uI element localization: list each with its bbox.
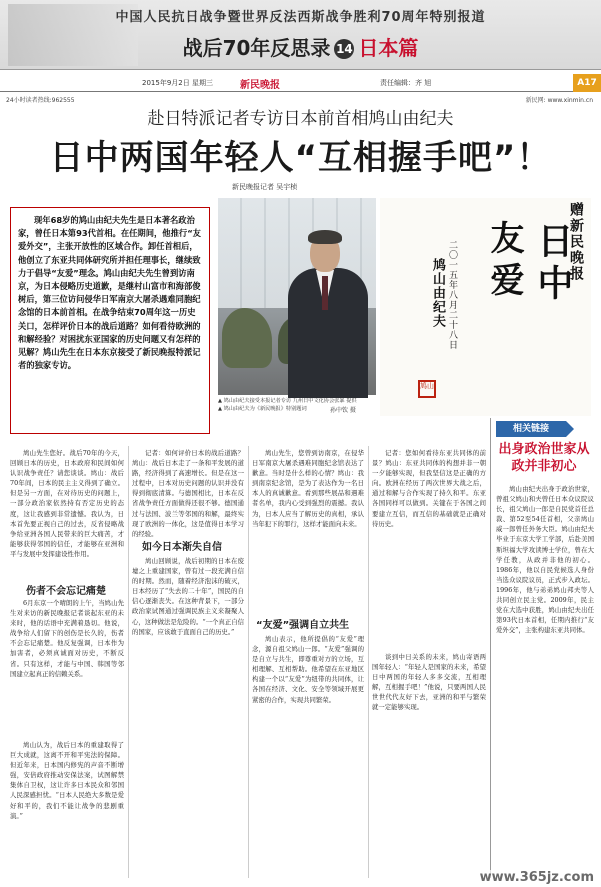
intro-box: 现年68岁的鸠山由纪夫先生是日本著名政治家，曾任日本第93代首相。在任期间，他推行“友爱外交”，主张开放性的区域合作。卸任首相后，他创立了东亚共同体研究所并担任理事长，继续致力于倡导“友爱”理念。鸠山由纪夫先生曾到访南京，为日本侵略历史道歉，是继村山富市和海部俊树后，第三位访问侵华日军南京大屠杀遇难同胞纪念馆的日本前首相。在战争结束70周年这一历史关口，怎样评价日本的战后道路？如何看待欧洲的和解经验？对困扰东亚国家的历史问题又有怎样的见解？鸠山先生在日本东京接受了新民晚报特派记者的独家专访。 — [10, 207, 210, 434]
calligraphy-signature: 鸠山由纪夫 — [430, 258, 445, 328]
banner-mid: 年反思录 — [250, 36, 331, 60]
photo-credit: 孙中钦 摄 — [330, 407, 356, 414]
watermark: www.365jz.com — [477, 870, 597, 885]
body-column-1c: 鸠山认为，战后日本的重建取得了巨大成就，这离不开和平宪法的保障。但近年来，日本国内修宪的声音不断增强，安倍政府推动安保法案，试图解禁集体自卫权，这让许多日本民众和邻国人民深感担忧。“日本人民绝大多数是爱好和平的，我们不能让战争的悲剧重演。” — [10, 741, 124, 820]
sidebar-body: 鸠山由纪夫出身于政治世家，曾祖父鸠山和夫曾任日本众议院议长，祖父鸠山一郎是自民党首任总裁、第52至54任首相，父亲鸠山威一郎曾任外务大臣。鸠山由纪夫毕业于东京大学工学部，后赴美国斯坦福大学攻读博士学位，曾在大学任教，从政并非他的初心。1986年，他以自民党候选人身份当选众议院议员，正式步入政坛。1996年，他与弟弟鸠山邦夫等人共同创立民主党。2009年，民主党在大选中获胜，鸠山由纪夫出任第93代日本首相，任期内推行“友爱外交”，主张构建东亚共同体。 — [496, 485, 594, 635]
calligraphy-inscription — [380, 198, 591, 416]
kicker-headline: 赴日特派记者专访日本前首相鸠山由纪夫 — [147, 109, 454, 129]
banner-suffix: 日本篇 — [358, 36, 419, 60]
body-column-1a: 鸠山先生您好。战后70年的今天，回顾日本的历史，日本政府和民间如何认识战争责任？请您谈谈。鸠山：战后70年间，日本的民主主义得到了确立。但是另一方面，在对待历史的问题上，一部分政治家依然持有否定历史的态度，这让我感到非常遗憾。我认为，日本首先要正视自己的过去，反省侵略战争给亚洲各国人民带来的巨大痛苦，才能够获得邻国的信任，才能够在亚洲和平与发展中发挥建设性作用。 — [10, 449, 124, 558]
body-column-1b: 6月东京一个晴朗的上午，当鸠山先生对来访的新民晚报记者谈起东亚的未来时，他的话语中充满着恳切。他说，战争给人们留下的创伤是长久的，伤者不会忘记痛楚。他反复强调，日本作为加害者，必须真诚面对历史，不断反省。只有这样，才能与中国、韩国等邻国建立起真正的信赖关系。 — [10, 599, 124, 678]
banner-prefix: 战后 — [182, 36, 223, 60]
banner-column-title — [0, 32, 601, 61]
page-meta-line — [0, 92, 601, 104]
body-column-3b: 鸠山表示，他所提倡的“友爱”理念，源自祖父鸠山一郎。“友爱”强调的是自立与共生，即尊重对方的立场，互相理解、互相帮助。他希望在东亚地区构建一个以“友爱”为纽带的共同体，让各国在经济、文化、安全等领域开展更紧密的合作，实现共同繁荣。 — [252, 635, 364, 704]
sidebar-title: 出身政治世家从政并非初心 — [498, 442, 590, 474]
editor-credit: 责任编辑：齐 旭 — [380, 79, 432, 87]
body-column-3a: 鸠山先生，您曾到访南京，在侵华日军南京大屠杀遇难同胞纪念馆表达了歉意。当时是什么样的心情？鸠山：我到南京纪念馆，是为了表达作为一名日本人的真诚歉意。看到那些展品和遇难者名单，我内心受到强烈的震撼。我认为，日本人应当了解历史的真相，承认当年犯下的罪行，这样才能面向未来。 — [252, 449, 364, 528]
calligraphy-date: 二〇一五年八月二十八日 — [447, 240, 457, 350]
main-headline: 日中两国年轻人“互相握手吧”！ — [49, 138, 552, 178]
subhead-3: “友爱”强调自立共生 — [256, 620, 350, 631]
body-column-4a: 记者：您如何看待东亚共同体的前景？鸠山：东亚共同体的构想并非一朝一夕能够实现，但我坚信这是正确的方向。欧洲在经历了两次世界大战之后，通过和解与合作实现了持久和平。东亚各国同样可以做到。关键在于各国之间要建立互信，而互信的基础就是正确对待历史。 — [372, 449, 486, 528]
hotline: 24小时读者热线:962555 — [6, 97, 75, 104]
banner-num: 70 — [222, 36, 251, 60]
subhead-1: 伤者不会忘记痛楚 — [26, 586, 106, 597]
body-column-4b: 谈到中日关系的未来，鸠山寄语两国年轻人：“年轻人是国家的未来，希望日中两国的年轻人多多交流，互相理解，互相握手吧！”他说，只要两国人民世世代代友好下去，亚洲的和平与繁荣就一定能够实现。 — [372, 653, 486, 712]
issue-date: 2015年9月2日 星期三 — [142, 79, 213, 87]
calligraphy-main-2: 友爱 — [484, 220, 524, 304]
newspaper-brand: 新民晚报 — [240, 80, 280, 91]
calligraphy-dedication: 赠新民晚报 — [568, 202, 584, 282]
related-links-tag: 相关链接 — [496, 421, 566, 437]
page-meta-bar — [0, 74, 601, 92]
special-report-banner — [0, 0, 601, 70]
website: 新民网: www.xinmin.cn — [525, 97, 593, 104]
banner-series-title: 中国人民抗日战争暨世界反法西斯战争胜利70周年特别报道 — [115, 10, 486, 25]
body-column-2a: 记者：如何评价日本的战后道路？鸠山：战后日本走了一条和平发展的道路，经济得到了高速增长。但是在这一过程中，日本对历史问题的认识并没有得到彻底清算。与德国相比，日本在反省战争责任方面做得还很不够。德国通过与法国、波兰等邻国的和解，最终实现了欧洲的一体化，这是值得日本学习的经验。 — [132, 449, 244, 538]
calligraphy-main-1: 日中 — [532, 222, 574, 306]
subhead-2: 如今日本渐失自信 — [142, 542, 222, 553]
photo-caption: ▲ 鸠山由纪夫接受本报记者专访 九州日中文化协会张暴 提供 ▲ 鸠山由纪夫为《新民晚报》特别题词 — [218, 398, 357, 412]
series-number-badge: 14 — [334, 39, 354, 59]
body-column-2b: 鸠山回顾说，战后初期的日本在废墟之上重建国家，曾有过一段充满自信的时期。然而，随着经济泡沫的破灭，日本经历了“失去的二十年”，国民的自信心逐渐丧失。在这种背景下，一部分政治家试图通过强调民族主义来凝聚人心，这种做法是危险的。“一个真正自信的国家，应该敢于直面自己的历史。” — [132, 557, 244, 636]
seal-stamp: 鸠山 — [418, 380, 436, 398]
page-number: A17 — [573, 74, 601, 92]
hatoyama-photo — [218, 198, 376, 395]
byline: 新民晚报记者 吴宇桢 — [232, 183, 298, 191]
